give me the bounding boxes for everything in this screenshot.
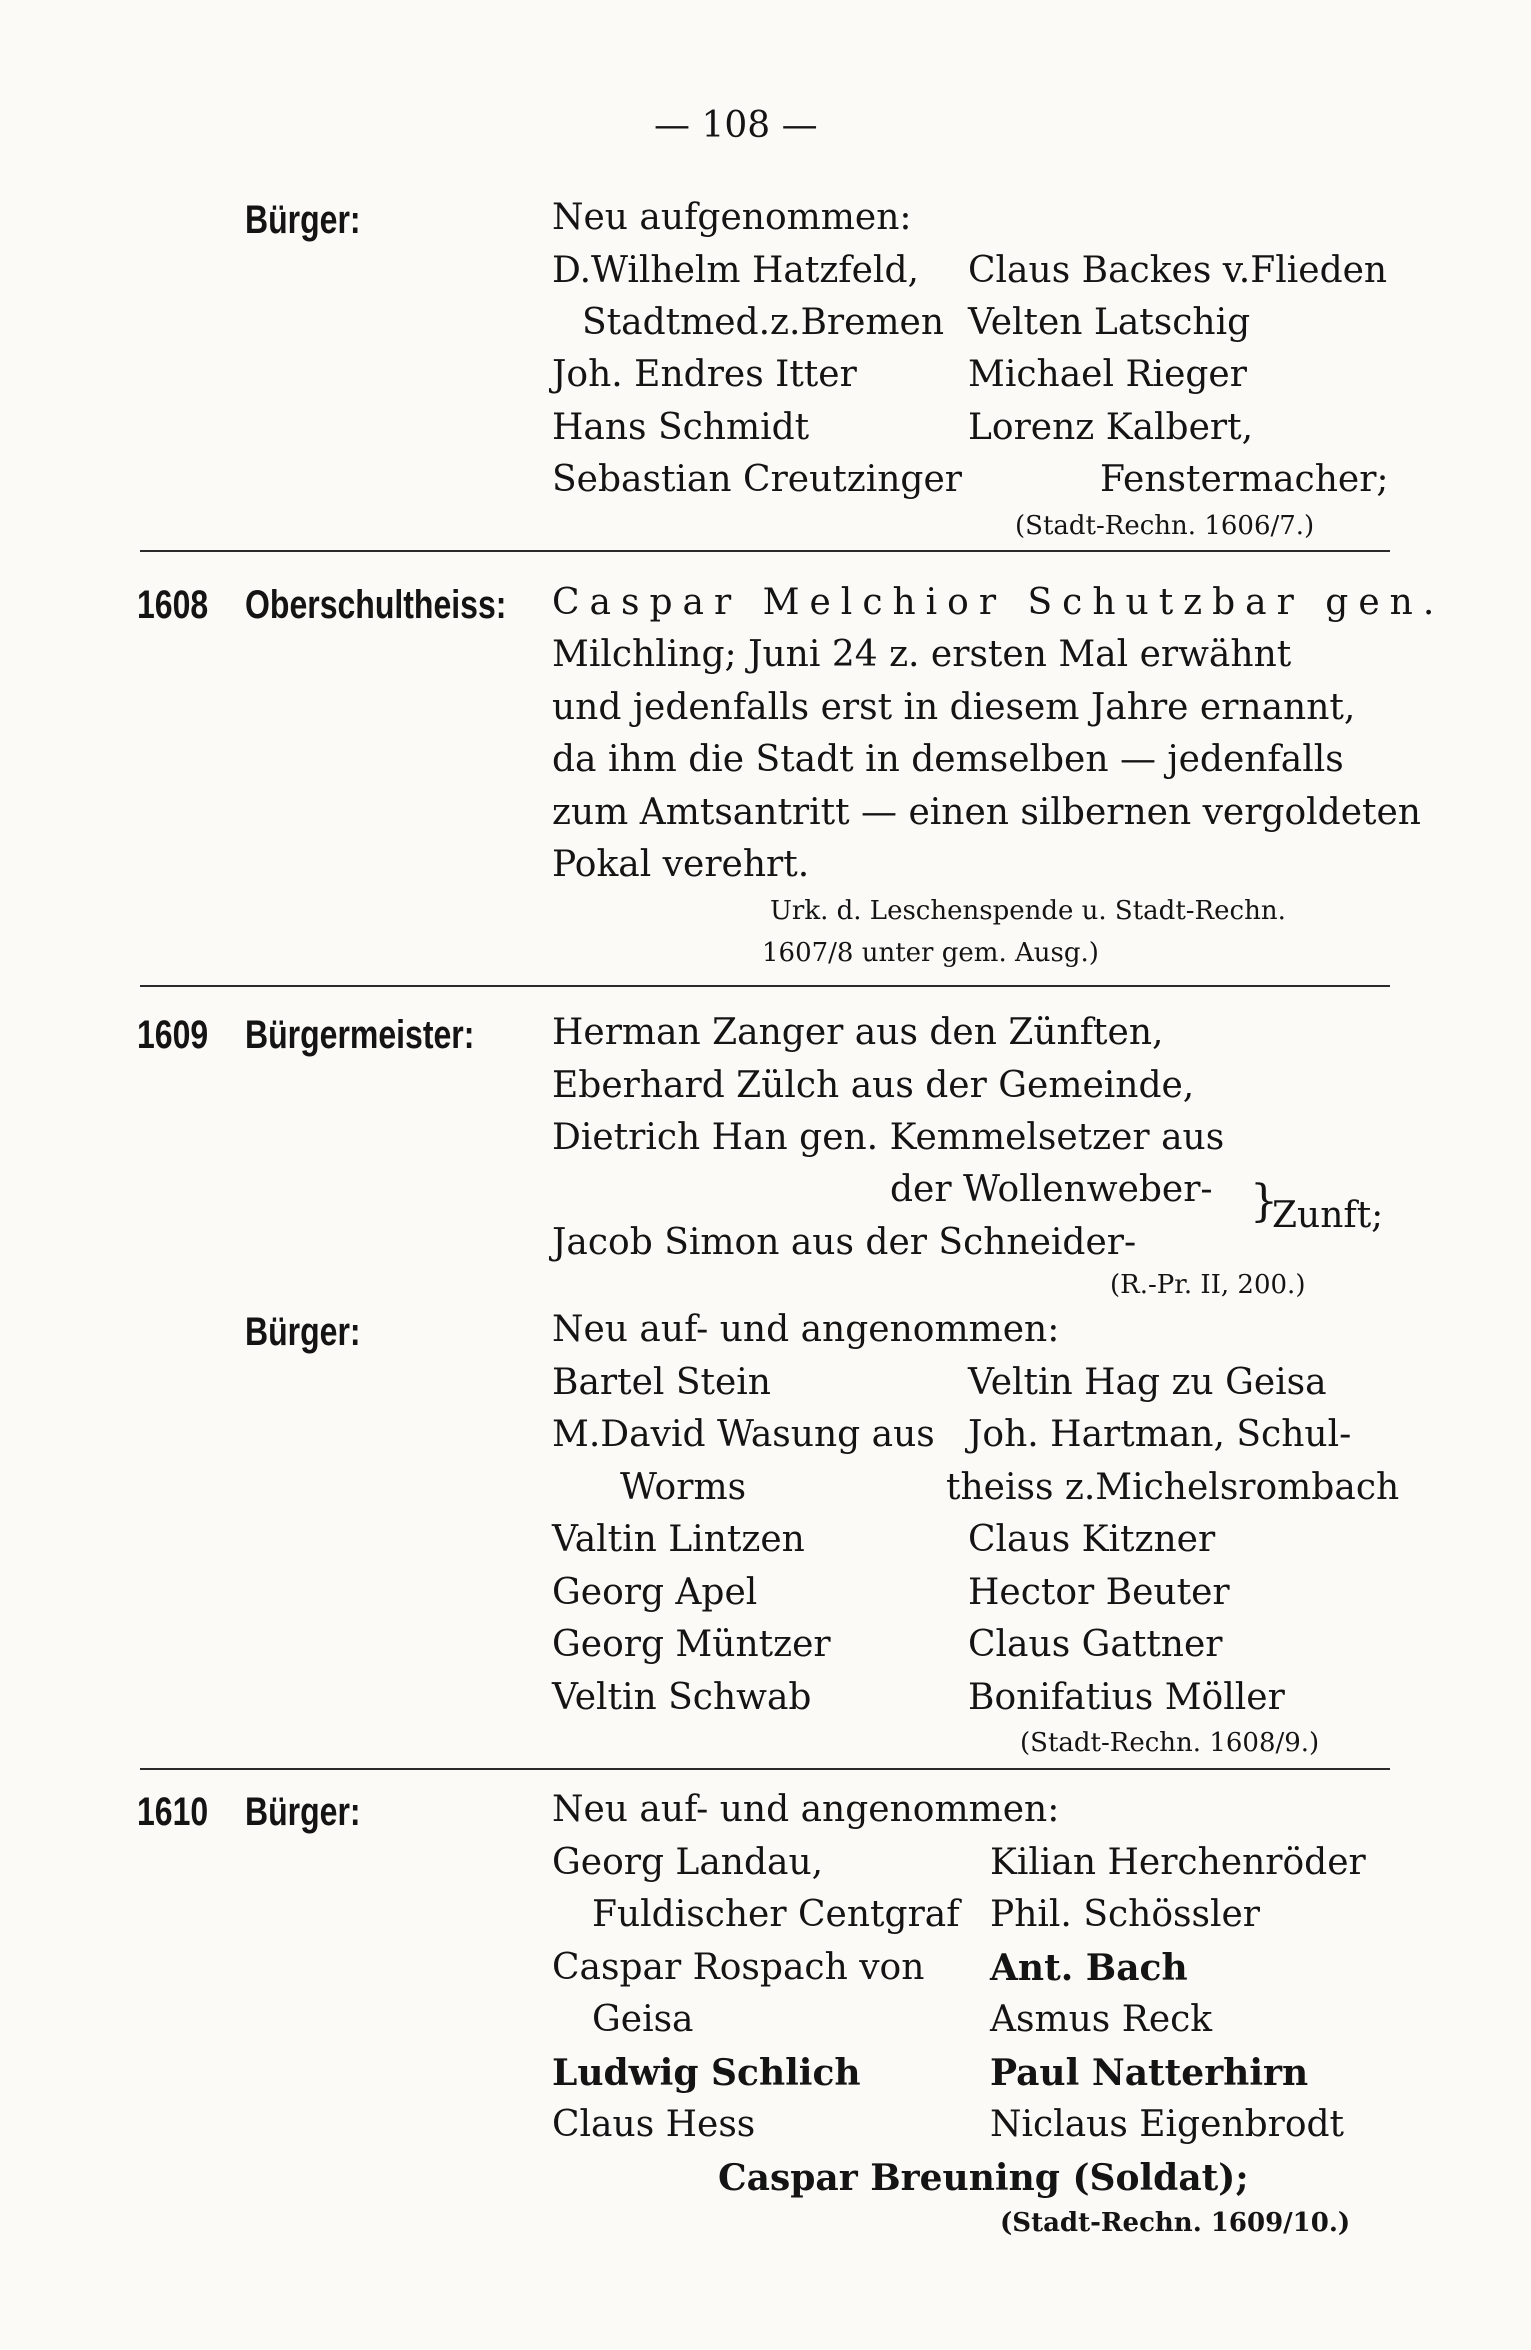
name-left: Claus Hess [552,2104,756,2145]
name-left: Georg Müntzer [552,1624,831,1665]
section-label: Bürger: [245,1790,361,1834]
name-left: M.David Wasung aus [552,1414,935,1455]
name-right: Michael Rieger [968,354,1247,395]
name-left: Caspar Rospach von [552,1947,925,1988]
name-right: Kilian Herchenröder [990,1842,1366,1883]
name-right: Niclaus Eigenbrodt [990,2104,1345,2145]
year-label: 1609 [137,1013,209,1057]
text-line: Milchling; Juni 24 z. ersten Mal erwähnt [552,634,1292,675]
name-left: Ludwig Schlich [552,2052,861,2094]
name-left: Worms [620,1467,747,1508]
name-right: Paul Natterhirn [990,2052,1309,2094]
text-line: Herman Zanger aus den Zünften, [552,1012,1164,1053]
name-right: Phil. Schössler [990,1894,1260,1935]
name-left: Veltin Schwab [552,1677,812,1718]
name-left: D.Wilhelm Hatzfeld, [552,250,919,291]
name-left: Bartel Stein [552,1362,771,1403]
section-intro: Neu aufgenommen: [552,197,912,238]
year-label: 1608 [137,583,209,627]
name-right: Fenstermacher; [1100,459,1389,500]
name-left: Valtin Lintzen [552,1519,805,1560]
page-number: — 108 — [654,105,818,146]
section-intro: Neu auf- und angenommen: [552,1789,1060,1830]
name-left: Georg Landau, [552,1842,824,1883]
name-right: Asmus Reck [990,1999,1213,2040]
name-left: Geisa [592,1999,694,2040]
name-right: Ant. Bach [990,1947,1188,1989]
section-intro: Neu auf- und angenommen: [552,1309,1060,1350]
name-left: Joh. Endres Itter [552,354,857,395]
name-left: Hans Schmidt [552,407,810,448]
text-line: zum Amtsantritt — einen silbernen vergoldeten [552,792,1421,833]
name-right: Claus Gattner [968,1624,1223,1665]
source-citation: 1607/8 unter gem. Ausg.) [762,938,1099,968]
name-right: Veltin Hag zu Geisa [968,1362,1327,1403]
section-label: Bürgermeister: [245,1013,475,1057]
brace-symbol: } [1250,1176,1278,1227]
text-line: Dietrich Han gen. Kemmelsetzer aus [552,1117,1225,1158]
source-citation: (Stadt-Rechn. 1606/7.) [1015,511,1315,541]
name-right: Bonifatius Möller [968,1677,1285,1718]
section-divider [140,985,1390,987]
zunft-label: Zunft; [1272,1195,1384,1236]
source-citation: (Stadt-Rechn. 1608/9.) [1020,1728,1320,1758]
year-label: 1610 [137,1790,209,1834]
text-line: Eberhard Zülch aus der Gemeinde, [552,1065,1195,1106]
name-left: Fuldischer Centgraf [592,1894,960,1935]
name-right: Lorenz Kalbert, [968,407,1254,448]
section-divider [140,550,1390,552]
section-label: Bürger: [245,198,361,242]
text-line: da ihm die Stadt in demselben — jedenfalls [552,739,1344,780]
name-right: Hector Beuter [968,1572,1230,1613]
name-left: Stadtmed.z.Bremen [582,302,945,343]
name-right: Claus Backes v.Flieden [968,250,1388,291]
name-left: Sebastian Creutzinger [552,459,962,500]
name-right: Joh. Hartman, Schul- [968,1414,1352,1455]
name-right: Velten Latschig [968,302,1251,343]
name-left: Georg Apel [552,1572,758,1613]
text-line: der Wollenweber- [890,1169,1213,1210]
text-line: Jacob Simon aus der Schneider- [552,1222,1137,1263]
section-divider [140,1768,1390,1770]
closing-line: Caspar Breuning (Soldat); [718,2157,1249,2199]
text-line: Caspar Melchior Schutzbar gen. [552,582,1445,623]
section-label: Oberschultheiss: [245,583,507,627]
section-label: Bürger: [245,1310,361,1354]
source-citation: (R.-Pr. II, 200.) [1110,1270,1306,1300]
source-citation: (Stadt-Rechn. 1609/10.) [1000,2208,1351,2238]
text-line: Pokal verehrt. [552,844,810,885]
name-right: Claus Kitzner [968,1519,1216,1560]
text-line: und jedenfalls erst in diesem Jahre ernannt, [552,687,1356,728]
name-right: theiss z.Michelsrombach [946,1467,1400,1508]
source-citation: Urk. d. Leschenspende u. Stadt-Rechn. [770,896,1286,926]
